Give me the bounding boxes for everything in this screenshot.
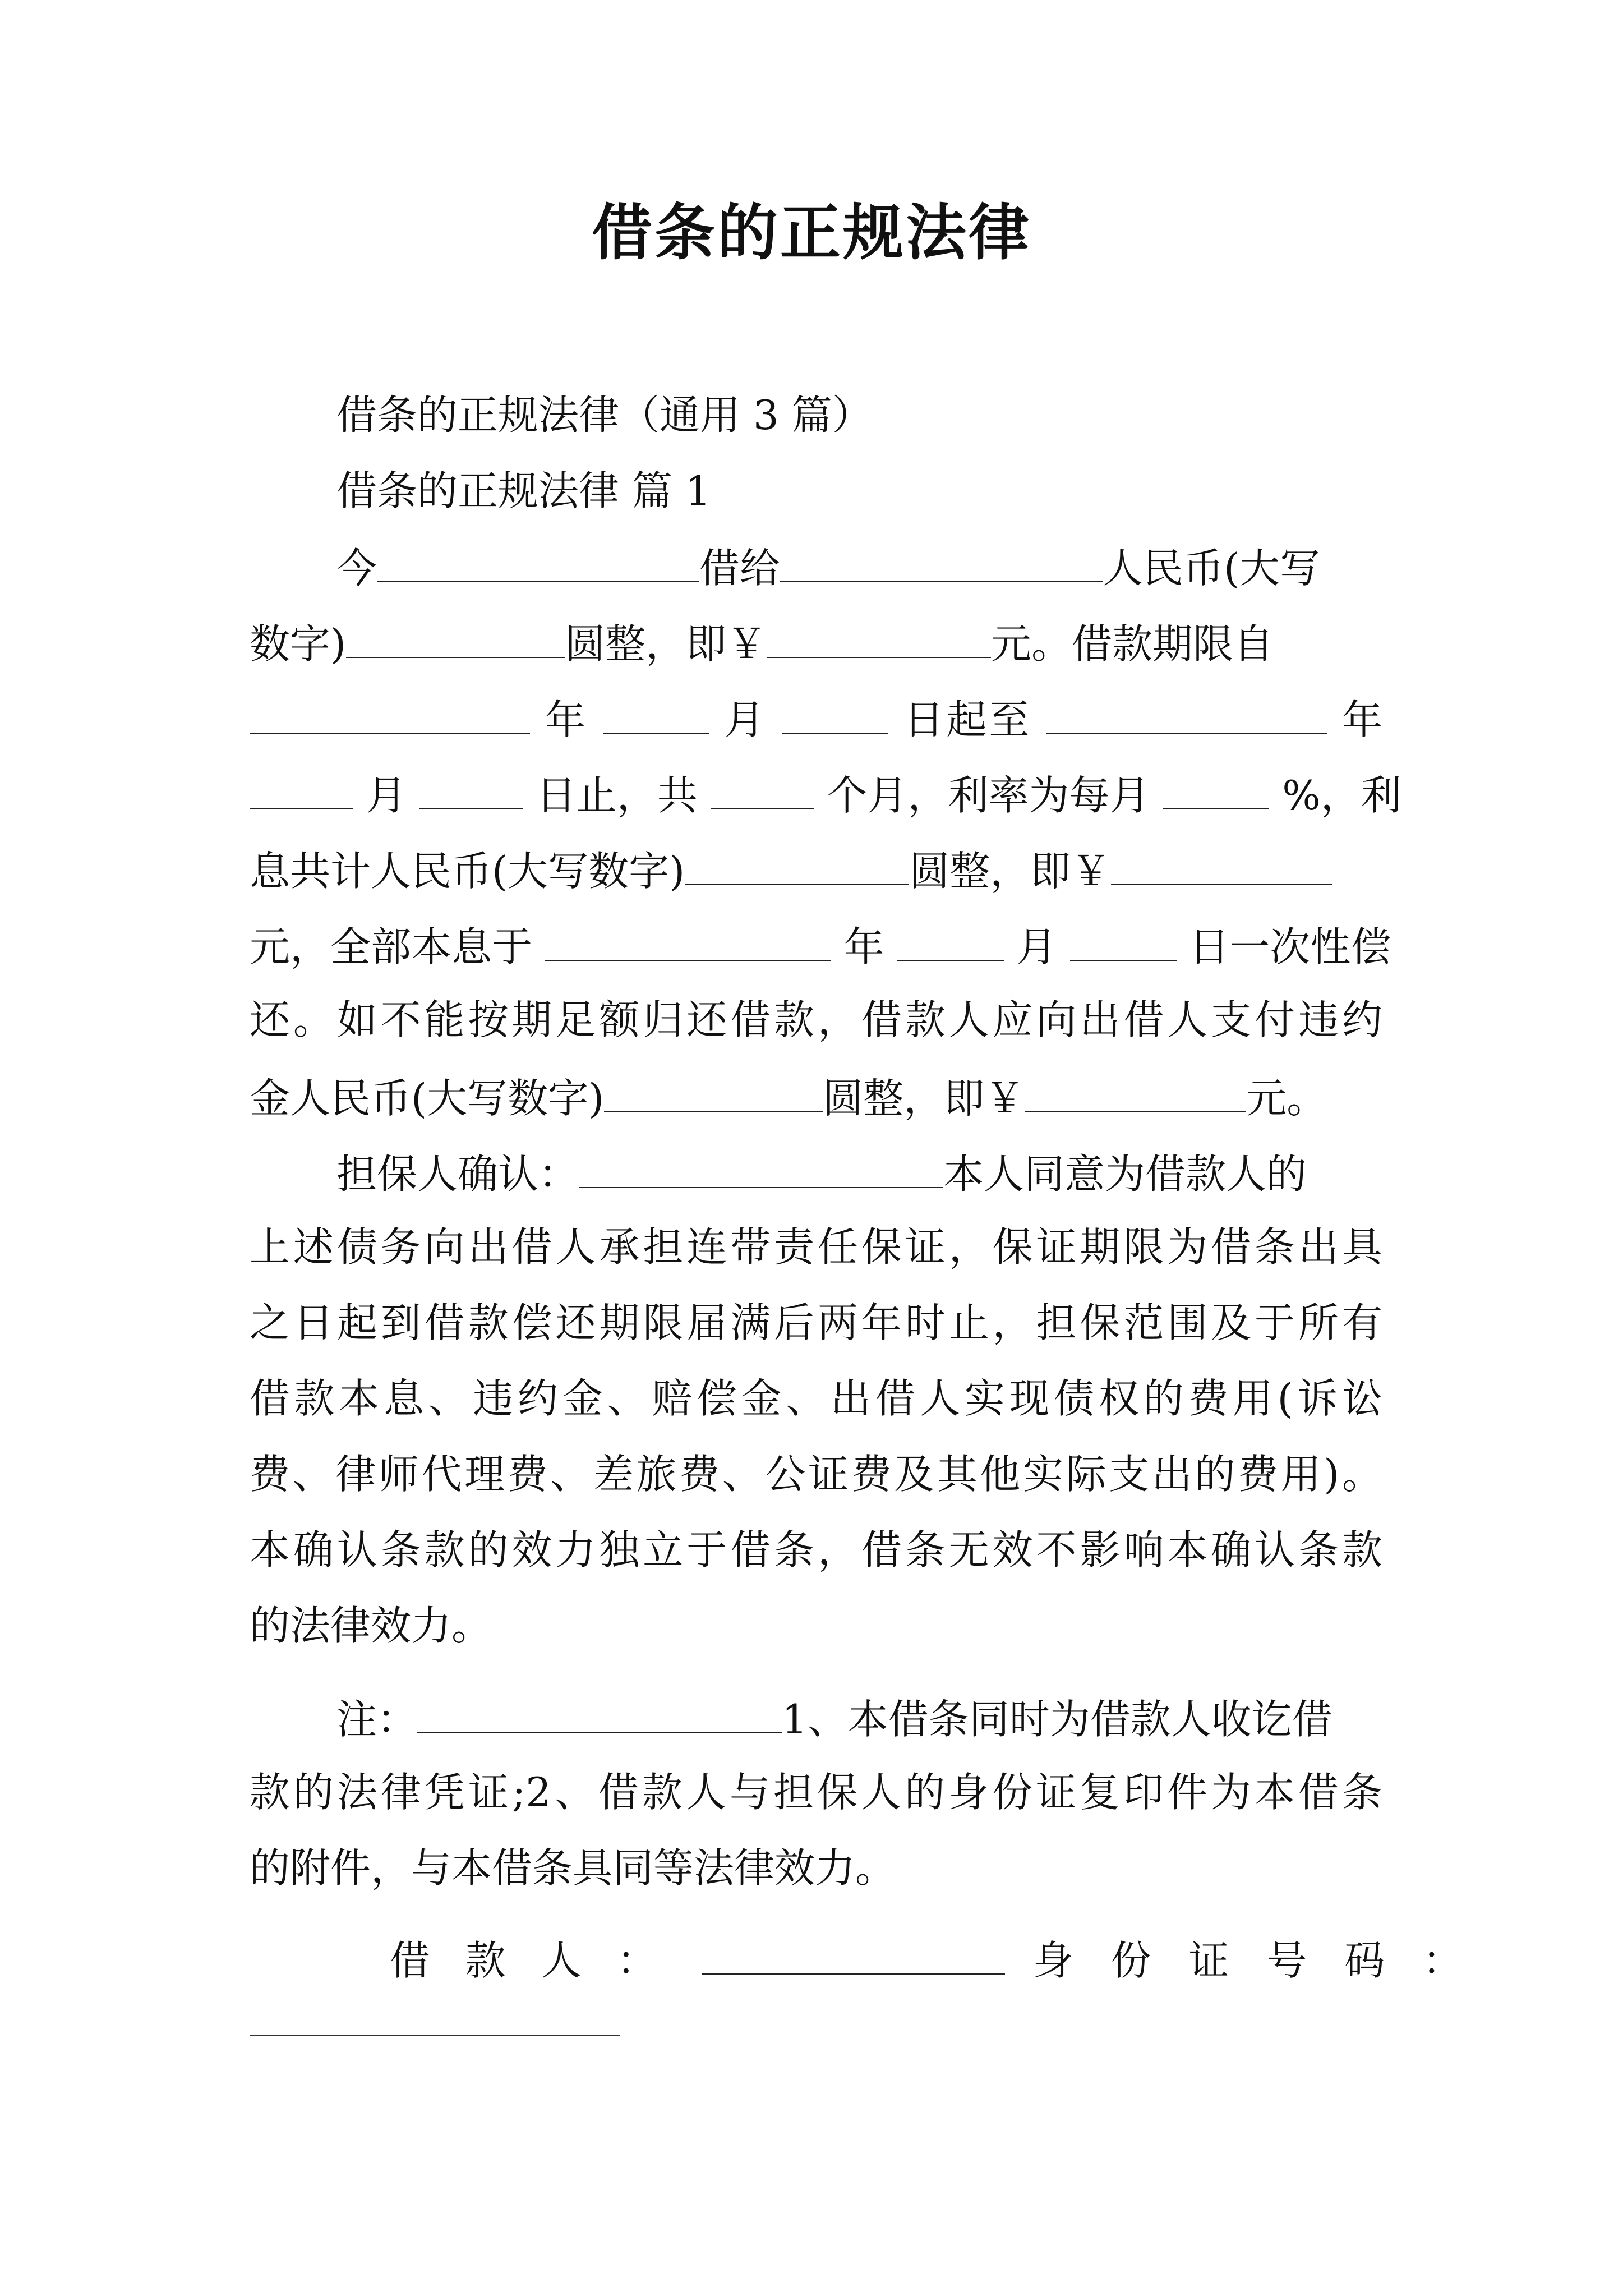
id-number-label: 身 份 证 号 码 ：: [1032, 1937, 1476, 1984]
paragraph-3-line-3: 的附件，与本借条具同等法律效力。: [250, 1844, 896, 1892]
blank-field: [767, 613, 991, 658]
blank-field: [250, 765, 353, 809]
blank-field: [579, 1143, 943, 1188]
blank-field: [603, 689, 709, 734]
paragraph-1-line-7: 还。如不能按期足额归还借款，借款人应向出借人支付违约: [250, 996, 1382, 1043]
borrower-blank: [702, 1930, 1005, 1975]
blank-field: [1070, 916, 1177, 961]
paragraph-1-line-2: 数字) 圆整，即￥ 元。借款期限自: [250, 613, 1382, 669]
paragraph-2-line-1: 担保人确认： 本人同意为借款人的: [250, 1143, 1382, 1199]
paragraph-1-line-8: 金人民币(大写数字) 圆整，即￥ 元。: [250, 1068, 1382, 1124]
blank-field: [685, 840, 909, 885]
blank-field: [782, 689, 888, 734]
paragraph-2-line-2: 上述债务向出借人承担连带责任保证，保证期限为借条出具: [250, 1223, 1382, 1271]
blank-field: [545, 916, 831, 961]
blank-field: [711, 765, 814, 809]
paragraph-1-line-1: 今 借给 人民币(大写: [250, 537, 1382, 593]
paragraph-1-line-5: 息共计人民币(大写数字) 圆整，即￥: [250, 840, 1382, 896]
paragraph-1-line-3: 年 月 日起至 年: [250, 689, 1382, 745]
blank-field: [377, 537, 699, 582]
id-number-blank: [250, 2035, 620, 2036]
section-heading: 借条的正规法律 篇 1: [336, 467, 711, 514]
paragraph-2-line-7: 的法律效力。: [250, 1602, 492, 1649]
paragraph-1-line-6: 元，全部本息于 年 月 日一次性偿: [250, 916, 1382, 972]
signature-line: [250, 1930, 1476, 1986]
paragraph-2-line-6: 本确认条款的效力独立于借条，借条无效不影响本确认条款: [250, 1526, 1382, 1573]
blank-field: [780, 537, 1103, 582]
blank-field: [604, 1068, 823, 1112]
blank-field: [250, 689, 530, 734]
blank-field: [1025, 1068, 1246, 1112]
paragraph-1-line-4: 月 日止，共 个月，利率为每月 %，利: [250, 765, 1382, 821]
blank-field: [346, 613, 565, 658]
blank-field: [1163, 765, 1269, 809]
blank-field: [1046, 689, 1327, 734]
borrower-label: 借 款 人 ：: [390, 1937, 668, 1984]
paragraph-2-line-4: 借款本息、违约金、赔偿金、出借人实现债权的费用(诉讼: [250, 1375, 1382, 1422]
paragraph-2-line-3: 之日起到借款偿还期限届满后两年时止，担保范围及于所有: [250, 1299, 1382, 1346]
paragraph-2-line-5: 费、律师代理费、差旅费、公证费及其他实际支出的费用)。: [250, 1451, 1382, 1498]
paragraph-3-line-2: 款的法律凭证;2、借款人与担保人的身份证复印件为本借条: [250, 1769, 1382, 1816]
blank-field: [1111, 840, 1332, 885]
blank-field: [417, 1688, 782, 1733]
blank-field: [419, 765, 523, 809]
subtitle: 借条的正规法律（通用 3 篇）: [336, 392, 873, 439]
paragraph-3-line-1: 注： 1、本借条同时为借款人收讫借: [250, 1688, 1382, 1745]
blank-field: [897, 916, 1004, 961]
document-title: 借条的正规法律: [591, 197, 1031, 268]
